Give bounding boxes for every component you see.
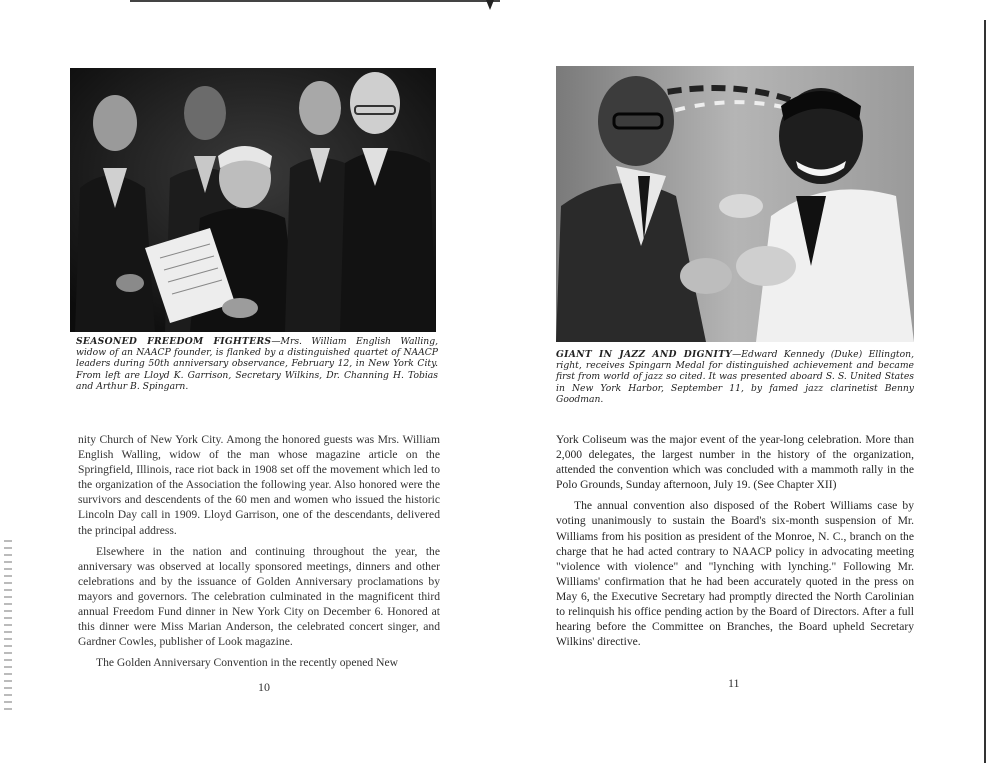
caption-lead: SEASONED FREEDOM FIGHTERS — [76, 336, 272, 347]
paragraph: The Golden Anniversary Convention in the recently opened New — [96, 656, 398, 670]
caption-body: —Edward Kennedy (Duke) Ellington, right, receives Spingarn Medal for distinguished achievement and became first from world of jazz so cited. It was presented aboard S. S. United States in New York Harbor, September 11, by famed jazz clarinetist Benny Goodman. — [556, 349, 914, 405]
page-top-edge — [130, 0, 500, 2]
photo-freedom-fighters — [70, 68, 436, 332]
paragraph: nity Church of New York City. Among the honored guests was Mrs. William English Walling, widow of the man whose magazine article on the Springfield, Illinois, race riot back in 1908 set off the movement which led to the organization of the Association the following year. Also honored were the survivors and descendents of the 60 men and women who issued the historic Lincoln Day call in 1909. Lloyd Garrison, one of the descendants, delivered the principal address. — [78, 433, 440, 537]
photo-jazz-giant — [556, 66, 914, 342]
photo-caption-right — [556, 349, 914, 405]
photo-caption-left — [76, 336, 438, 392]
paragraph: The annual convention also disposed of the Robert Williams case by voting unanimously to sustain the Board's six-month suspension of Mr. Williams from his position as president of the Monroe, N. C., branch on the charge that he had acted contrary to NAACP policy in advocating meeting "violence with violence" and "lynching with lynching." Following Mr. Williams' confirmation that he had been accurately quoted in the press on May 6, the Executive Secretary had promptly directed the North Carolinian to relinquish his office pending action by the Board of Directors. After a full hearing before the Committee on Branches, the Board upheld Secretary Wilkins' directive. — [556, 499, 914, 649]
right-body-text — [556, 432, 914, 655]
paragraph: York Coliseum was the major event of the year-long celebration. More than 2,000 delegates, the largest number in the history of the organization, attended the convention which was concluded with a mammoth rally in the Polo Grounds, Sunday afternoon, July 19. (See Chapter XII) — [556, 433, 914, 492]
page-right-edge — [984, 20, 986, 763]
binding-notch — [486, 0, 494, 10]
page-number-right: 11 — [728, 676, 740, 690]
paragraph: Elsewhere in the nation and continuing throughout the year, the anniversary was observed at locally sponsored meetings, dinners and other celebrations and by the issuance of Golden Anniversary proclamations by mayors and governors. The celebration culminated in the magnificent third annual Freedom Fund dinner in New York City on December 6. Honored at this dinner were Miss Marian Anderson, the celebrated concert singer, and Gardner Cowles, publisher of Look magazine. — [78, 544, 440, 649]
caption-lead: GIANT IN JAZZ AND DIGNITY — [556, 349, 733, 360]
page-number-left: 10 — [258, 680, 270, 694]
margin-scan-marks — [4, 540, 12, 710]
caption-body: —Mrs. William English Walling, widow of an NAACP founder, is flanked by a distinguished quartet of NAACP leaders during 50th anniversary observance, February 12, in New York City. From left are Lloyd K. Garrison, Secretary Wilkins, Dr. Channing H. Tobias and Arthur B. Spingarn. — [76, 336, 438, 392]
left-body-text — [78, 432, 440, 676]
